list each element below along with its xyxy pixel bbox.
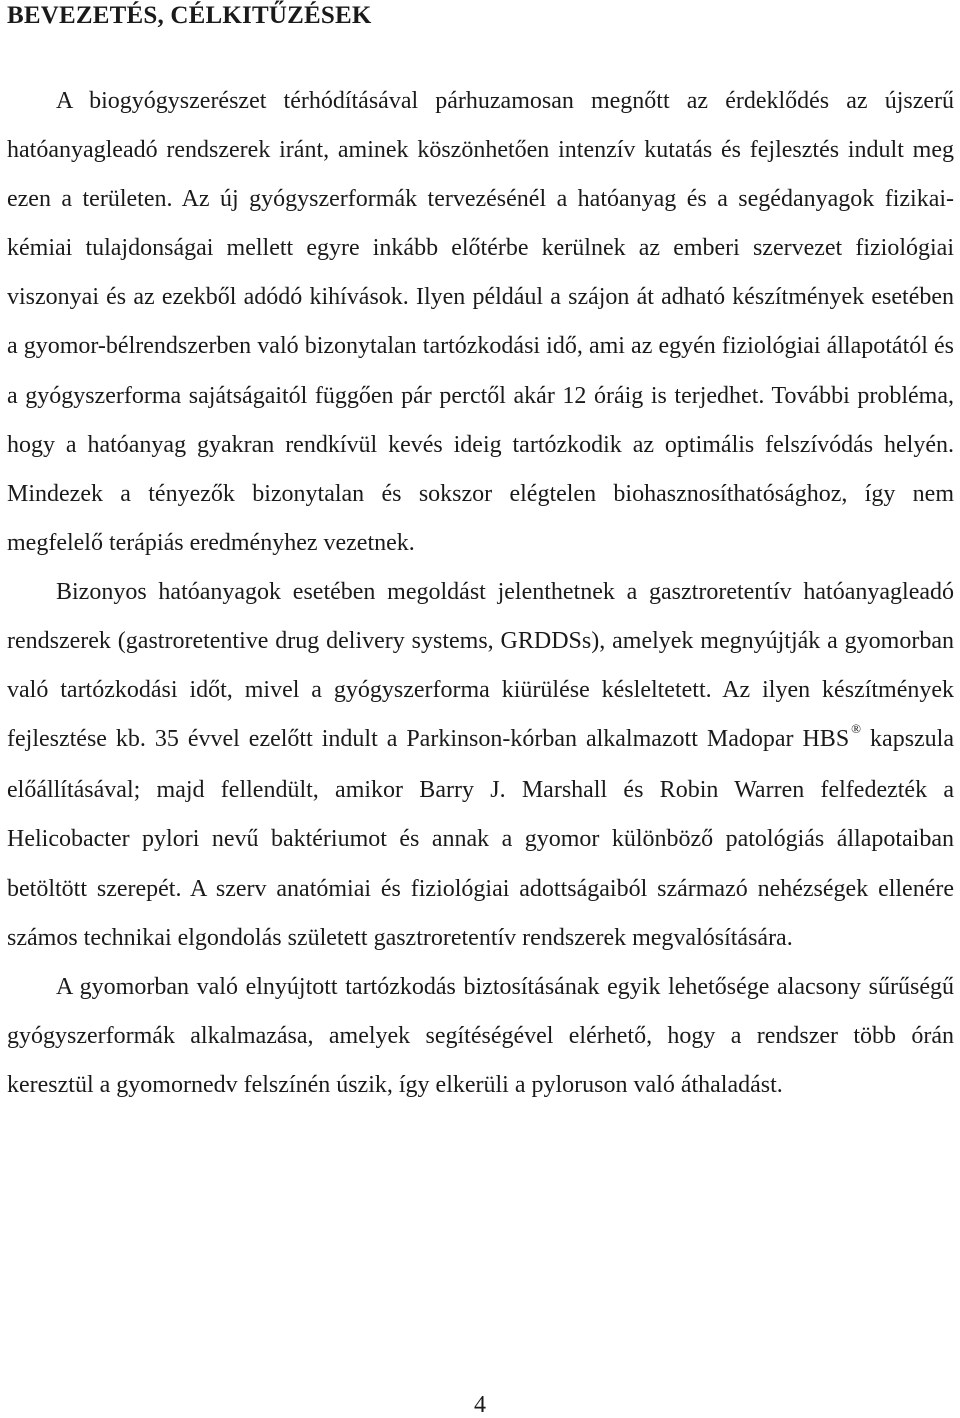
body-text: [7, 77, 954, 1110]
paragraph-grdds: [7, 568, 954, 963]
paragraph-grdds-text-before: Bizonyos hatóanyagok esetében megoldást jelenthetnek a gasztroretentív hatóanyagleadó rendszerek (gastroretentive drug delivery systems, GRDDSs), amelyek megnyújtják a gyomorban való tartózkodási időt, mivel a gyógyszerforma kiürülése késleltetett. Az ilyen készítmények fejlesztése kb. 35 évvel ezelőtt indult a Parkinson-kórban alkalmazott Madopar HBS: [7, 578, 954, 753]
paragraph-grdds-text-after: kapszula előállításával; majd fellendült, amikor Barry J. Marshall és Robin Warren felfedezték a Helicobacter pylori nevű baktériumot és annak a gyomor különböző patológiás állapotaiban betöltött szerepét. A szerv anatómiai és fiziológiai adottságaiból származó nehézségek ellenére számos technikai elgondolás született gasztroretentív rendszerek megvalósítására.: [7, 726, 955, 951]
page-number: 4: [474, 1392, 486, 1418]
section-heading: BEVEZETÉS, CÉLKITŰZÉSEK: [7, 2, 372, 29]
registered-mark: ®: [851, 721, 862, 737]
paragraph-low-density: A gyomorban való elnyújtott tartózkodás biztosításának egyik lehetősége alacsony sűrűségű gyógyszerformák alkalmazása, amelyek segítéségével elérhető, hogy a rendszer több órán keresztül a gyomornedv felszínén úszik, így elkerüli a pyloruson való áthaladást.: [7, 973, 954, 1098]
paragraph-intro: A biogyógyszerészet térhódításával párhuzamosan megnőtt az érdeklődés az újszerű hatóanyagleadó rendszerek iránt, aminek köszönhetően intenzív kutatás és fejlesztés indult meg ezen a területen. Az új gyógyszerformák tervezésénél a hatóanyag és a segédanyagok fizikai-kémiai tulajdonságai mellett egyre inkább előtérbe kerülnek az emberi szervezet fiziológiai viszonyai és az ezekből adódó kihívások. Ilyen például a szájon át adható készítmények esetében a gyomor-bélrendszerben való bizonytalan tartózkodási idő, ami az egyén fiziológiai állapotától és a gyógyszerforma sajátságaitól függően pár perctől akár 12 óráig is terjedhet. További probléma, hogy a hatóanyag gyakran rendkívül kevés ideig tartózkodik az optimális felszívódás helyén. Mindezek a tényezők bizonytalan és sokszor elégtelen biohasznosíthatósághoz, így nem megfelelő terápiás eredményhez vezetnek.: [7, 88, 954, 556]
